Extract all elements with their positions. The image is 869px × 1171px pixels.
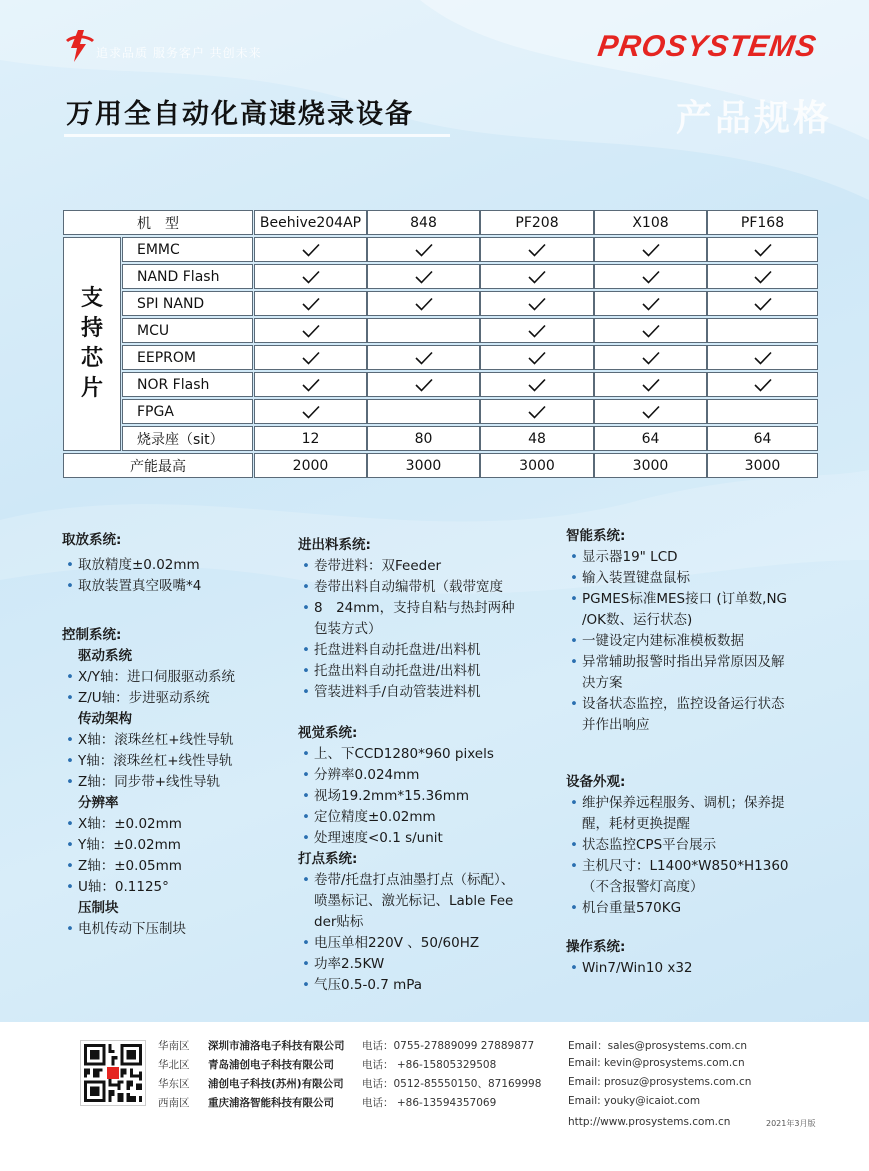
chip-label-nor-flash: NOR Flash (122, 372, 253, 397)
spec-item: 醒，耗材更换提醒 (582, 816, 690, 832)
check-icon (754, 351, 772, 365)
office-email[interactable]: Email：sales@prosystems.com.cn (568, 1040, 748, 1052)
spec-item: • 处理速度<0.1 s/unit (298, 828, 560, 849)
office-company: 青岛浦创电子科技有限公司 (208, 1059, 334, 1071)
title-underline (64, 134, 450, 137)
spec-item: • 电压单相220V 、50/60HZ (298, 933, 560, 954)
spec-item: 决方案 (582, 675, 623, 691)
check-icon (302, 351, 320, 365)
office-phone: 电话：0755-27889099 27889877 (362, 1040, 535, 1052)
drive-title: 驱动系统 (78, 648, 132, 664)
pick-title: 取放系统: (62, 532, 122, 548)
category-char: 芯 (80, 346, 103, 371)
mark-list (298, 870, 560, 996)
spec-item: • 取放装置真空吸嘴*4 (62, 576, 282, 597)
press-list (62, 919, 282, 940)
model-header-1: 848 (367, 210, 480, 235)
support-cell (707, 291, 818, 316)
model-header-label: 机 型 (63, 210, 253, 235)
spec-item: • 托盘进料自动托盘进/出料机 (298, 640, 560, 661)
spec-item: /OK数、运行状态) (582, 612, 693, 628)
check-icon (754, 243, 772, 257)
vision-list (298, 744, 560, 849)
office-phone: 电话：0512-85550150、87169998 (362, 1078, 542, 1090)
chip-label-spi-nand: SPI NAND (122, 291, 253, 316)
support-cell (480, 372, 594, 397)
look-title: 设备外观: (566, 774, 626, 790)
spec-item: • Y轴：±0.02mm (62, 835, 282, 856)
spec-item: 并作出响应 (582, 717, 650, 733)
spec-item: • 视场19.2mm*15.36mm (298, 786, 560, 807)
chip-label-mcu: MCU (122, 318, 253, 343)
check-icon (754, 378, 772, 392)
spec-item: • X轴：滚珠丝杠+线性导轨 (62, 730, 282, 751)
support-cell (707, 237, 818, 262)
office-phone: 电话： +86-15805329508 (362, 1059, 497, 1071)
check-icon (528, 297, 546, 311)
check-icon (415, 270, 433, 284)
support-cell (707, 264, 818, 289)
check-icon (415, 243, 433, 257)
model-header-4: PF168 (707, 210, 818, 235)
capacity-value: 3000 (367, 453, 480, 478)
model-header-0: Beehive204AP (254, 210, 367, 235)
spec-item: • 管装进料手/自动管装进料机 (298, 682, 560, 703)
support-cell (707, 345, 818, 370)
mark-title: 打点系统: (298, 851, 358, 867)
res-title: 分辨率 (78, 795, 119, 811)
press-title: 压制块 (78, 900, 119, 916)
res-list (62, 814, 282, 898)
sockets-value: 64 (594, 426, 707, 451)
check-icon (642, 378, 660, 392)
support-cell (480, 399, 594, 424)
support-cell (480, 291, 594, 316)
spec-item: • PGMES标准MES接口 (订单数,NG (566, 589, 826, 610)
support-cell (367, 372, 480, 397)
check-icon (302, 405, 320, 419)
spec-item: • 一键设定内建标准模板数据 (566, 631, 826, 652)
support-cell (254, 264, 367, 289)
check-icon (302, 270, 320, 284)
sockets-value: 48 (480, 426, 594, 451)
company-logo-icon (62, 28, 96, 64)
spec-item: 包装方式） (314, 621, 382, 637)
model-header-3: X108 (594, 210, 707, 235)
spec-item: • 功率2.5KW (298, 954, 560, 975)
spec-item: • Y轴：滚珠丝杠+线性导轨 (62, 751, 282, 772)
version-label: 2021年3月版 (766, 1119, 816, 1128)
feed-title: 进出料系统: (298, 537, 371, 553)
support-cell (480, 264, 594, 289)
spec-title: 产品规格 (676, 98, 833, 139)
support-cell (254, 372, 367, 397)
category-char: 片 (80, 376, 103, 401)
check-icon (302, 378, 320, 392)
spec-item: • Z轴：同步带+线性导轨 (62, 772, 282, 793)
check-icon (642, 270, 660, 284)
spec-column-3 (566, 526, 826, 979)
check-icon (528, 243, 546, 257)
check-icon (528, 405, 546, 419)
support-cell (254, 399, 367, 424)
spec-item: • 上、下CCD1280*960 pixels (298, 744, 560, 765)
support-cell (707, 372, 818, 397)
check-icon (528, 270, 546, 284)
feed-list (298, 556, 560, 703)
spec-item: • 输入装置键盘鼠标 (566, 568, 826, 589)
office-region: 西南区 (158, 1097, 190, 1109)
spec-item: • 8 24mm，支持自粘与热封两种 (298, 598, 560, 619)
support-cell (480, 237, 594, 262)
spec-item: • X轴：±0.02mm (62, 814, 282, 835)
spec-item: • Z轴：±0.05mm (62, 856, 282, 877)
spec-item: • 卷带/托盘打点油墨打点（标配）、 (298, 870, 560, 891)
spec-item: • U轴：0.1125° (62, 877, 282, 898)
office-company: 浦创电子科技(苏州)有限公司 (208, 1078, 344, 1090)
support-cell (594, 345, 707, 370)
smart-list (566, 547, 826, 736)
office-region: 华北区 (158, 1059, 190, 1071)
spec-item: • X/Y轴：进口伺服驱动系统 (62, 667, 282, 688)
support-cell (594, 399, 707, 424)
office-phone: 电话： +86-13594357069 (362, 1097, 497, 1109)
check-icon (528, 351, 546, 365)
support-cell (367, 318, 480, 343)
capacity-value: 3000 (707, 453, 818, 478)
spec-item: der贴标 (314, 914, 364, 930)
office-email[interactable]: Email: youky@icaiot.com (568, 1095, 701, 1107)
page-title: 万用全自动化高速烧录设备 (66, 99, 414, 130)
support-cell (254, 237, 367, 262)
model-header-2: PF208 (480, 210, 594, 235)
check-icon (642, 405, 660, 419)
sockets-value: 64 (707, 426, 818, 451)
capacity-label: 产能最高 (63, 453, 253, 478)
office-region: 华南区 (158, 1040, 190, 1052)
support-cell (480, 345, 594, 370)
category-label (63, 237, 121, 451)
support-cell (707, 399, 818, 424)
spec-item: • 托盘出料自动托盘进/出料机 (298, 661, 560, 682)
support-cell (254, 345, 367, 370)
support-cell (707, 318, 818, 343)
office-region: 华东区 (158, 1078, 190, 1090)
spec-item: • 定位精度±0.02mm (298, 807, 560, 828)
office-email[interactable]: Email: prosuz@prosystems.com.cn (568, 1076, 752, 1088)
spec-item: • 异常辅助报警时指出异常原因及解 (566, 652, 826, 673)
sockets-label: 烧录座（sit） (122, 426, 253, 451)
office-company: 重庆浦洛智能科技有限公司 (208, 1097, 334, 1109)
trans-title: 传动架构 (78, 711, 132, 727)
os-title: 操作系统: (566, 939, 626, 955)
support-cell (367, 237, 480, 262)
check-icon (642, 297, 660, 311)
support-cell (367, 291, 480, 316)
support-cell (594, 318, 707, 343)
support-cell (594, 372, 707, 397)
chip-label-emmc: EMMC (122, 237, 253, 262)
spec-item: • 卷带进料：双Feeder (298, 556, 560, 577)
check-icon (528, 324, 546, 338)
spec-item: • 主机尺寸：L1400*W850*H1360 (566, 856, 826, 877)
spec-item: • 取放精度±0.02mm (62, 555, 282, 576)
check-icon (302, 297, 320, 311)
spec-item: • 状态监控CPS平台展示 (566, 835, 826, 856)
support-cell (367, 399, 480, 424)
spec-column-1 (62, 530, 282, 940)
capacity-value: 3000 (480, 453, 594, 478)
website-link[interactable]: http://www.prosystems.com.cn (568, 1116, 731, 1128)
spec-item: • 卷带出料自动编带机（载带宽度 (298, 577, 560, 598)
support-cell (254, 318, 367, 343)
support-cell (594, 291, 707, 316)
chip-label-nand-flash: NAND Flash (122, 264, 253, 289)
support-cell (367, 264, 480, 289)
check-icon (642, 243, 660, 257)
drive-list (62, 667, 282, 709)
check-icon (642, 351, 660, 365)
spec-item: • Win7/Win10 x32 (566, 958, 826, 979)
category-char: 持 (80, 316, 103, 341)
category-char: 支 (80, 286, 103, 311)
check-icon (642, 324, 660, 338)
control-title: 控制系统: (62, 627, 122, 643)
spec-column-2 (298, 535, 560, 996)
spec-item: • Z/U轴：步进驱动系统 (62, 688, 282, 709)
chip-label-fpga: FPGA (122, 399, 253, 424)
brand-logo: PROSYSTEMS (595, 30, 819, 63)
slogan: 追求品质 服务客户 共创未来 (96, 46, 262, 60)
spec-item: 喷墨标记、激光标记、Lable Fee (314, 893, 514, 909)
check-icon (754, 297, 772, 311)
capacity-value: 3000 (594, 453, 707, 478)
spec-item: • 设备状态监控，监控设备运行状态 (566, 694, 826, 715)
spec-item: • 气压0.5-0.7 mPa (298, 975, 560, 996)
check-icon (415, 297, 433, 311)
check-icon (754, 270, 772, 284)
check-icon (302, 243, 320, 257)
support-cell (254, 291, 367, 316)
pick-list (62, 555, 282, 597)
spec-item: • 维护保养远程服务、调机；保养提 (566, 793, 826, 814)
chip-label-eeprom: EEPROM (122, 345, 253, 370)
spec-item: （不含报警灯高度） (582, 879, 704, 895)
sockets-value: 12 (254, 426, 367, 451)
trans-list (62, 730, 282, 793)
support-cell (480, 318, 594, 343)
check-icon (415, 351, 433, 365)
spec-item: • 机台重量570KG (566, 898, 826, 919)
look-list (566, 793, 826, 919)
vision-title: 视觉系统: (298, 725, 358, 741)
check-icon (302, 324, 320, 338)
support-cell (594, 237, 707, 262)
check-icon (415, 378, 433, 392)
spec-item: • 分辨率0.024mm (298, 765, 560, 786)
office-company: 深圳市浦洛电子科技有限公司 (208, 1040, 345, 1052)
check-icon (528, 378, 546, 392)
spec-item: • 电机传动下压制块 (62, 919, 282, 940)
support-cell (594, 264, 707, 289)
spec-item: • 显示器19" LCD (566, 547, 826, 568)
office-email[interactable]: Email: kevin@prosystems.com.cn (568, 1057, 745, 1069)
smart-title: 智能系统: (566, 528, 626, 544)
sockets-value: 80 (367, 426, 480, 451)
qr-code-icon (80, 1040, 146, 1106)
capacity-value: 2000 (254, 453, 367, 478)
os-list (566, 958, 826, 979)
support-cell (367, 345, 480, 370)
